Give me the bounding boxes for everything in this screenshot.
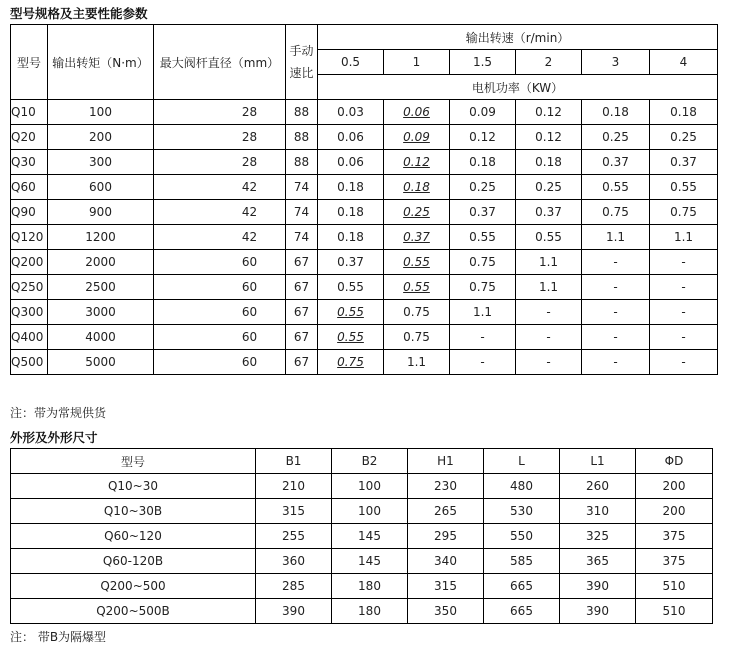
power-cell: - <box>516 350 582 375</box>
power-cell: 0.37 <box>582 150 650 175</box>
dimension-header-cell: L <box>484 449 560 474</box>
table-row <box>11 175 718 200</box>
power-cell: - <box>582 300 650 325</box>
model-cell: Q500 <box>11 350 48 375</box>
dimension-header-cell: B2 <box>332 449 408 474</box>
table-row <box>11 200 718 225</box>
power-cell: 0.75 <box>384 325 450 350</box>
dimension-model-cell: Q10~30 <box>11 474 256 499</box>
power-cell: 0.18 <box>582 100 650 125</box>
power-cell: - <box>450 350 516 375</box>
manual-ratio-cell: 67 <box>286 275 318 300</box>
speed-header-cell: 1.5 <box>450 50 516 75</box>
power-cell: 0.75 <box>318 350 384 375</box>
power-cell: - <box>516 325 582 350</box>
manual-ratio-cell: 74 <box>286 225 318 250</box>
torque-cell: 600 <box>48 175 154 200</box>
stem-cell: 42 <box>154 225 286 250</box>
manual-ratio-cell: 74 <box>286 200 318 225</box>
manual-ratio-cell: 67 <box>286 325 318 350</box>
model-cell: Q30 <box>11 150 48 175</box>
section1-note: 注：带为常规供货 <box>10 406 107 420</box>
dimension-cell: 310 <box>560 499 636 524</box>
power-cell: 0.25 <box>450 175 516 200</box>
dimension-cell: 315 <box>256 499 332 524</box>
power-cell: 0.37 <box>384 225 450 250</box>
model-header: 型号 <box>11 25 48 100</box>
dimension-cell: 210 <box>256 474 332 499</box>
power-cell: 0.37 <box>450 200 516 225</box>
model-cell: Q250 <box>11 275 48 300</box>
power-cell: 0.55 <box>650 175 718 200</box>
power-cell: 0.25 <box>384 200 450 225</box>
power-cell: 0.03 <box>318 100 384 125</box>
model-cell: Q10 <box>11 100 48 125</box>
dimension-cell: 530 <box>484 499 560 524</box>
power-cell: 1.1 <box>450 300 516 325</box>
power-cell: 0.06 <box>318 150 384 175</box>
stem-cell: 28 <box>154 100 286 125</box>
power-cell: 0.25 <box>516 175 582 200</box>
power-cell: 0.12 <box>516 125 582 150</box>
dimension-cell: 145 <box>332 524 408 549</box>
dimension-cell: 260 <box>560 474 636 499</box>
power-cell: - <box>650 325 718 350</box>
table-row <box>11 350 718 375</box>
dimension-cell: 365 <box>560 549 636 574</box>
dimension-cell: 295 <box>408 524 484 549</box>
model-cell: Q400 <box>11 325 48 350</box>
power-cell: 0.18 <box>318 175 384 200</box>
power-cell: 0.18 <box>384 175 450 200</box>
dimension-header-cell: B1 <box>256 449 332 474</box>
power-cell: 0.55 <box>318 300 384 325</box>
power-cell: 0.75 <box>450 250 516 275</box>
power-cell: 0.55 <box>384 275 450 300</box>
table-row <box>11 499 713 524</box>
section2-title: 外形及外形尺寸 <box>10 430 98 445</box>
power-cell: - <box>582 275 650 300</box>
table-row <box>11 300 718 325</box>
dimension-cell: 375 <box>636 524 713 549</box>
torque-cell: 200 <box>48 125 154 150</box>
power-cell: 0.75 <box>650 200 718 225</box>
power-cell: - <box>650 350 718 375</box>
model-cell: Q60 <box>11 175 48 200</box>
model-cell: Q120 <box>11 225 48 250</box>
power-cell: 1.1 <box>516 250 582 275</box>
power-cell: 0.75 <box>450 275 516 300</box>
stem-cell: 28 <box>154 125 286 150</box>
dimension-cell: 100 <box>332 499 408 524</box>
dimension-cell: 180 <box>332 599 408 624</box>
power-cell: 0.18 <box>516 150 582 175</box>
speed-header-cell: 2 <box>516 50 582 75</box>
speed-group-header: 输出转速（r/min） <box>318 25 718 50</box>
dimension-model-cell: Q60-120B <box>11 549 256 574</box>
dimension-cell: 325 <box>560 524 636 549</box>
power-cell: 1.1 <box>384 350 450 375</box>
dimension-cell: 285 <box>256 574 332 599</box>
model-cell: Q300 <box>11 300 48 325</box>
table-row <box>11 524 713 549</box>
power-cell: 0.55 <box>450 225 516 250</box>
manual-ratio-cell: 67 <box>286 250 318 275</box>
power-cell: 0.55 <box>318 325 384 350</box>
power-cell: 0.09 <box>450 100 516 125</box>
stem-cell: 60 <box>154 350 286 375</box>
table-row <box>11 599 713 624</box>
dimension-table <box>10 448 713 624</box>
dimension-cell: 200 <box>636 474 713 499</box>
power-cell: 0.09 <box>384 125 450 150</box>
power-cell: - <box>582 350 650 375</box>
power-cell: 0.75 <box>582 200 650 225</box>
power-cell: 0.12 <box>516 100 582 125</box>
power-cell: 0.06 <box>384 100 450 125</box>
manual-ratio-cell: 88 <box>286 125 318 150</box>
model-cell: Q90 <box>11 200 48 225</box>
dimension-cell: 665 <box>484 574 560 599</box>
table-row <box>11 275 718 300</box>
manual-ratio-cell: 88 <box>286 150 318 175</box>
dimension-cell: 510 <box>636 574 713 599</box>
dimension-model-cell: Q200~500B <box>11 599 256 624</box>
section1-title: 型号规格及主要性能参数 <box>10 6 148 21</box>
dimension-cell: 375 <box>636 549 713 574</box>
dimension-cell: 145 <box>332 549 408 574</box>
table-row <box>11 474 713 499</box>
manual-ratio-cell: 67 <box>286 300 318 325</box>
table-row <box>11 574 713 599</box>
torque-cell: 300 <box>48 150 154 175</box>
power-cell: 0.25 <box>650 125 718 150</box>
speed-header-cell: 0.5 <box>318 50 384 75</box>
manual-ratio-header <box>286 25 318 100</box>
power-cell: 1.1 <box>516 275 582 300</box>
table-row <box>11 150 718 175</box>
dimension-model-cell: Q10~30B <box>11 499 256 524</box>
torque-header: 输出转矩（N·m） <box>48 25 154 100</box>
model-cell: Q200 <box>11 250 48 275</box>
torque-cell: 3000 <box>48 300 154 325</box>
power-cell: - <box>650 300 718 325</box>
power-cell: 0.75 <box>384 300 450 325</box>
dimension-model-cell: Q60~120 <box>11 524 256 549</box>
table-row <box>11 250 718 275</box>
torque-cell: 5000 <box>48 350 154 375</box>
torque-cell: 1200 <box>48 225 154 250</box>
stem-cell: 60 <box>154 300 286 325</box>
power-cell: 0.55 <box>582 175 650 200</box>
dimension-header-cell: L1 <box>560 449 636 474</box>
dimension-cell: 480 <box>484 474 560 499</box>
spec-table <box>10 24 718 375</box>
dimension-cell: 265 <box>408 499 484 524</box>
dimension-cell: 550 <box>484 524 560 549</box>
power-cell: 0.37 <box>318 250 384 275</box>
power-cell: 0.55 <box>384 250 450 275</box>
dimension-cell: 200 <box>636 499 713 524</box>
speed-header-cell: 3 <box>582 50 650 75</box>
power-cell: 0.06 <box>318 125 384 150</box>
power-group-header: 电机功率（KW） <box>318 75 718 100</box>
power-cell: 0.37 <box>650 150 718 175</box>
stem-cell: 60 <box>154 250 286 275</box>
dimension-cell: 100 <box>332 474 408 499</box>
stem-cell: 60 <box>154 325 286 350</box>
table-row <box>11 100 718 125</box>
power-cell: 1.1 <box>582 225 650 250</box>
torque-cell: 4000 <box>48 325 154 350</box>
torque-cell: 2000 <box>48 250 154 275</box>
power-cell: 0.18 <box>318 200 384 225</box>
dimension-cell: 665 <box>484 599 560 624</box>
power-cell: 1.1 <box>650 225 718 250</box>
power-cell: 0.18 <box>650 100 718 125</box>
dimension-cell: 340 <box>408 549 484 574</box>
dimension-cell: 350 <box>408 599 484 624</box>
table-row <box>11 125 718 150</box>
table-row <box>11 549 713 574</box>
table-row <box>11 225 718 250</box>
dimension-cell: 180 <box>332 574 408 599</box>
stem-cell: 28 <box>154 150 286 175</box>
dimension-cell: 585 <box>484 549 560 574</box>
power-cell: - <box>650 275 718 300</box>
dimension-cell: 230 <box>408 474 484 499</box>
power-cell: - <box>450 325 516 350</box>
power-cell: 0.18 <box>450 150 516 175</box>
dimension-cell: 390 <box>560 599 636 624</box>
dimension-cell: 390 <box>560 574 636 599</box>
torque-cell: 900 <box>48 200 154 225</box>
torque-cell: 2500 <box>48 275 154 300</box>
manual-ratio-label: 手动速比 <box>289 44 314 80</box>
power-cell: 0.37 <box>516 200 582 225</box>
dimension-header-cell: ΦD <box>636 449 713 474</box>
section2-note: 注： 带B为隔爆型 <box>10 630 107 644</box>
stem-cell: 42 <box>154 175 286 200</box>
speed-header-cell: 1 <box>384 50 450 75</box>
power-cell: - <box>516 300 582 325</box>
power-cell: 0.55 <box>516 225 582 250</box>
speed-header-cell: 4 <box>650 50 718 75</box>
power-cell: - <box>582 325 650 350</box>
dimension-header-cell: 型号 <box>11 449 256 474</box>
manual-ratio-cell: 88 <box>286 100 318 125</box>
manual-ratio-cell: 74 <box>286 175 318 200</box>
dimension-header-cell: H1 <box>408 449 484 474</box>
dimension-model-cell: Q200~500 <box>11 574 256 599</box>
stem-header: 最大阀杆直径（mm） <box>154 25 286 100</box>
dimension-cell: 510 <box>636 599 713 624</box>
table-row <box>11 325 718 350</box>
dimension-cell: 255 <box>256 524 332 549</box>
model-cell: Q20 <box>11 125 48 150</box>
manual-ratio-cell: 67 <box>286 350 318 375</box>
dimension-cell: 390 <box>256 599 332 624</box>
power-cell: 0.55 <box>318 275 384 300</box>
stem-cell: 60 <box>154 275 286 300</box>
stem-cell: 42 <box>154 200 286 225</box>
power-cell: 0.12 <box>450 125 516 150</box>
torque-cell: 100 <box>48 100 154 125</box>
power-cell: 0.25 <box>582 125 650 150</box>
dimension-cell: 360 <box>256 549 332 574</box>
dimension-cell: 315 <box>408 574 484 599</box>
power-cell: 0.18 <box>318 225 384 250</box>
power-cell: - <box>582 250 650 275</box>
power-cell: 0.12 <box>384 150 450 175</box>
power-cell: - <box>650 250 718 275</box>
